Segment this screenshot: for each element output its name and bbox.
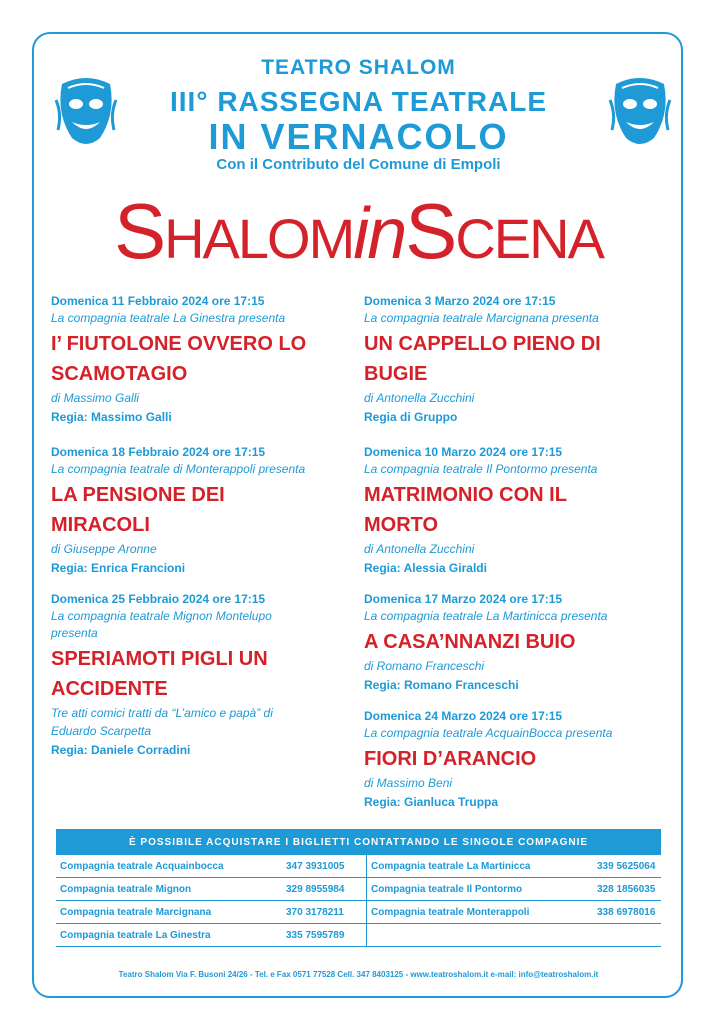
event-company: La compagnia teatrale La Martinicca presenta	[364, 609, 608, 623]
event-title: SPERIAMOTI PIGLI UN ACCIDENTE	[51, 648, 268, 700]
event-company: La compagnia teatrale di Monterappoli presenta	[51, 462, 306, 476]
phone-cell: 339 5625064	[593, 855, 661, 878]
event-title: FIORI D’ARANCIO	[364, 748, 537, 770]
event-date: Domenica 10 Marzo 2024 ore 17:15	[364, 445, 563, 459]
event-author: di Giuseppe Aronne	[51, 542, 157, 556]
event-director: Regia: Gianluca Truppa	[364, 795, 499, 809]
event-title: A CASA’NNANZI BUIO	[364, 631, 576, 653]
event-item	[51, 590, 351, 760]
event-director: Regia: Alessia Giraldi	[364, 561, 487, 575]
event-date: Domenica 24 Marzo 2024 ore 17:15	[364, 709, 563, 723]
event-company: La compagnia teatrale La Ginestra presenta	[51, 311, 286, 325]
company-cell: Compagnia teatrale Marcignana	[56, 901, 282, 924]
event-author: di Antonella Zucchini	[364, 542, 475, 556]
event-title: I’ FIUTOLONE OVVERO LO SCAMOTAGIO	[51, 333, 307, 385]
event-company: La compagnia teatrale Il Pontormo presenta	[364, 462, 598, 476]
event-date: Domenica 25 Febbraio 2024 ore 17:15	[51, 592, 266, 606]
company-cell: Compagnia teatrale Mignon	[56, 878, 282, 901]
table-row	[56, 855, 661, 878]
event-title: MATRIMONIO CON IL MORTO	[364, 484, 567, 536]
phone-cell: 370 3178211	[282, 901, 367, 924]
company-cell: Compagnia teatrale La Ginestra	[56, 924, 282, 947]
event-date: Domenica 17 Marzo 2024 ore 17:15	[364, 592, 563, 606]
table-row	[56, 924, 661, 947]
table-row	[56, 878, 661, 901]
company-cell: Compagnia teatrale Monterappoli	[367, 901, 594, 924]
brand-title	[0, 186, 717, 276]
company-cell: Compagnia teatrale Il Pontormo	[367, 878, 594, 901]
events-left-column	[51, 292, 351, 770]
event-company: La compagnia teatrale Mignon Montelupo presenta	[51, 609, 272, 640]
brand-letter: S	[405, 187, 456, 275]
company-cell	[367, 924, 594, 947]
brand-part: in	[353, 194, 406, 274]
event-item	[364, 707, 664, 812]
tickets-heading: È POSSIBILE ACQUISTARE I BIGLIETTI CONTATTANDO LE SINGOLE COMPAGNIE	[56, 829, 661, 855]
event-date: Domenica 3 Marzo 2024 ore 17:15	[364, 294, 556, 308]
event-director: Regia: Massimo Galli	[51, 410, 172, 424]
event-item	[364, 443, 664, 578]
event-author: di Antonella Zucchini	[364, 391, 475, 405]
edition-title: III° RASSEGNA TEATRALE	[170, 86, 547, 117]
phone-cell: 328 1856035	[593, 878, 661, 901]
brand-letter: S	[114, 187, 165, 275]
theatre-name: TEATRO SHALOM	[261, 56, 456, 79]
event-author: di Massimo Beni	[364, 776, 453, 790]
footer-contact: Teatro Shalom Via F. Busoni 24/26 - Tel. e Fax 0571 77528 Cell. 347 8403125 - www.teatroshalom.it e-mail: info@teatroshalom.it	[118, 970, 599, 979]
company-cell: Compagnia teatrale La Martinicca	[367, 855, 594, 878]
event-director: Regia di Gruppo	[364, 410, 458, 424]
table-row	[56, 901, 661, 924]
event-author: di Massimo Galli	[51, 391, 140, 405]
events-right-column	[364, 292, 664, 822]
event-director: Regia: Daniele Corradini	[51, 743, 191, 757]
event-date: Domenica 11 Febbraio 2024 ore 17:15	[51, 294, 265, 308]
event-author: di Romano Franceschi	[364, 659, 485, 673]
event-title: UN CAPPELLO PIENO DI BUGIE	[364, 333, 601, 385]
event-item	[51, 443, 351, 578]
contribution-note: Con il Contributo del Comune di Empoli	[216, 156, 501, 173]
phone-cell	[593, 924, 661, 947]
event-company: La compagnia teatrale AcquainBocca presenta	[364, 726, 613, 740]
tickets-table	[56, 829, 661, 947]
event-item	[364, 590, 664, 695]
brand-part: HALOM	[164, 207, 354, 270]
phone-cell: 329 8955984	[282, 878, 367, 901]
phone-cell: 347 3931005	[282, 855, 367, 878]
event-company: La compagnia teatrale Marcignana presenta	[364, 311, 599, 325]
event-item	[364, 292, 664, 427]
event-title: LA PENSIONE DEI MIRACOLI	[51, 484, 225, 536]
brand-part: CENA	[455, 207, 603, 270]
phone-cell: 335 7595789	[282, 924, 367, 947]
event-item	[51, 292, 351, 427]
subtitle: IN VERNACOLO	[208, 116, 509, 157]
event-director: Regia: Enrica Francioni	[51, 561, 186, 575]
event-author: Tre atti comici tratti da “L’amico e papà” di Eduardo Scarpetta	[51, 706, 273, 738]
event-date: Domenica 18 Febbraio 2024 ore 17:15	[51, 445, 266, 459]
company-cell: Compagnia teatrale Acquainbocca	[56, 855, 282, 878]
event-director: Regia: Romano Franceschi	[364, 678, 519, 692]
phone-cell: 338 6978016	[593, 901, 661, 924]
